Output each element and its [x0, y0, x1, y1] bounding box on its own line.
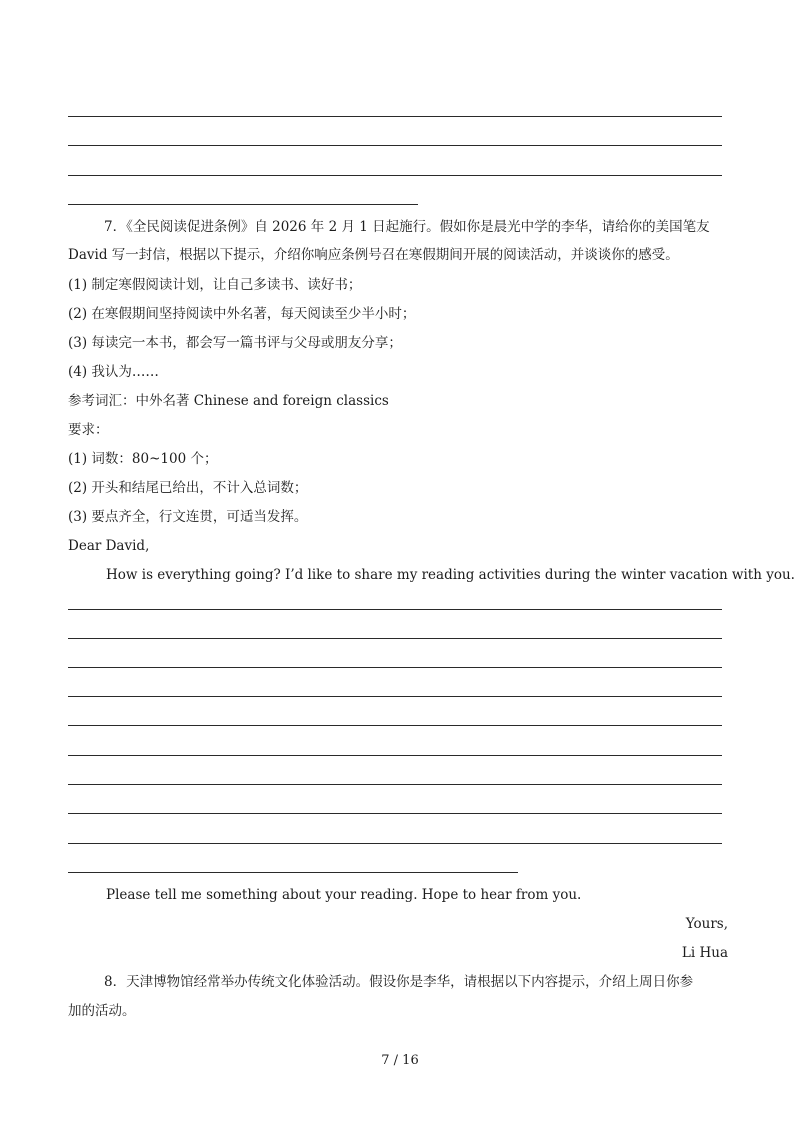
writing-line	[68, 204, 418, 205]
q7-requirement: (3) 要点齐全，行文连贯，可适当发挥。	[68, 509, 308, 525]
answer-line	[68, 755, 722, 756]
q7-requirement: (1) 词数：80~100 个；	[68, 451, 218, 467]
writing-line	[68, 116, 722, 117]
answer-line	[68, 609, 722, 610]
answer-line	[68, 784, 722, 785]
answer-line	[68, 843, 722, 844]
q8-line2: 加的活动。	[68, 1003, 136, 1019]
q8-line1: 8．天津博物馆经常举办传统文化体验活动。假设你是李华，请根据以下内容提示，介绍上周日你参	[104, 974, 694, 990]
answer-line	[68, 638, 722, 639]
q7-intro-line2: David 写一封信，根据以下提示，介绍你响应条例号召在寒假期间开展的阅读活动，并谈谈你的感受。	[68, 247, 679, 263]
letter-greeting: Dear David,	[68, 538, 150, 554]
page-number: 7 / 16	[381, 1053, 419, 1068]
letter-signature: Li Hua	[681, 945, 728, 961]
answer-line	[68, 872, 518, 873]
q7-requirements-title: 要求：	[68, 422, 109, 438]
answer-line	[68, 667, 722, 668]
letter-opening: How is everything going? I’d like to share my reading activities during the winter vacation with you.	[106, 567, 795, 583]
writing-line	[68, 145, 722, 146]
q7-vocab: 参考词汇：中外名著 Chinese and foreign classics	[68, 393, 389, 409]
answer-line	[68, 813, 722, 814]
q7-prompt: (1) 制定寒假阅读计划，让自己多读书、读好书；	[68, 277, 362, 293]
letter-closing: Please tell me something about your reading. Hope to hear from you.	[106, 887, 582, 903]
q7-intro-line1: 7．《全民阅读促进条例》自 2026 年 2 月 1 日起施行。假如你是晨光中学的李华，请给你的美国笔友	[104, 219, 710, 235]
q7-prompt: (2) 在寒假期间坚持阅读中外名著，每天阅读至少半小时；	[68, 306, 416, 322]
letter-signoff: Yours,	[685, 916, 728, 932]
answer-line	[68, 696, 722, 697]
writing-line	[68, 175, 722, 176]
q7-requirement: (2) 开头和结尾已给出，不计入总词数；	[68, 480, 308, 496]
q7-prompt: (3) 每读完一本书，都会写一篇书评与父母或朋友分享；	[68, 335, 402, 351]
q7-prompt: (4) 我认为……	[68, 364, 159, 380]
answer-line	[68, 725, 722, 726]
